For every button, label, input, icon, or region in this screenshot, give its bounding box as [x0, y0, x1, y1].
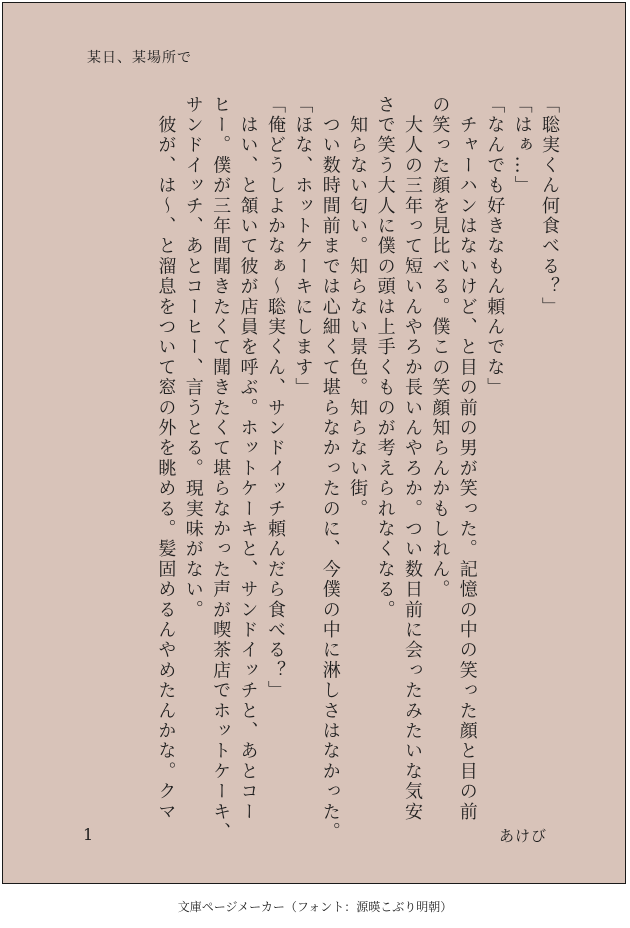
book-page [2, 2, 626, 884]
text-line: サンドイッチ、あとコーヒー、言うとる。現実味がない。 [182, 95, 204, 621]
text-line: 「俺どうしよかなぁ〜聡実くん、サンドイッチ頼んだら食べる？」 [264, 95, 286, 701]
text-line: つい数時間前までは心細くて堪らなかったのに、今僕の中に淋しさはなかった。 [319, 95, 341, 843]
text-line: チャーハンはないけど、と目の前の男が笑った。記憶の中の笑った顔と目の前 [456, 95, 478, 823]
text-line: の笑った顔を見比べる。僕この笑顔知らんかもしれん。 [429, 95, 451, 600]
text-line: 「聡実くん何食べる？」 [539, 95, 560, 318]
page-heading: 某日、某場所で [87, 50, 192, 66]
text-line: 「はぁ…」 [511, 95, 533, 196]
text-line: さで笑う大人に僕の頭は上手くものが考えられなくなる。 [374, 95, 396, 621]
author-name: あけび [498, 827, 547, 845]
text-line: ヒー。僕が三年間聞きたくて聞きたくて堪らなかった声が喫茶店でホットケーキ、 [210, 95, 232, 843]
text-line: 「なんでも好きなもん頼んでな」 [484, 95, 506, 398]
text-line: 「ほな、ホットケーキにします」 [292, 95, 314, 398]
page-number: 1 [83, 825, 94, 844]
text-line: 知らない匂い。知らない景色。知らない街。 [347, 95, 369, 520]
text-line: 彼が、は〜、と溜息をついて窓の外を眺める。髪固めるんやめたんかな。クマ [155, 95, 177, 823]
text-line: 大人の三年って短いんやろか長いんやろか。つい数日前に会ったみたいな気安 [401, 95, 423, 823]
footer-caption: 文庫ページメーカー（フォント：源暎こぶり明朝） [177, 900, 453, 914]
text-line: はい、と頷いて彼が店員を呼ぶ。ホットケーキと、サンドイッチと、あとコー [237, 95, 259, 823]
